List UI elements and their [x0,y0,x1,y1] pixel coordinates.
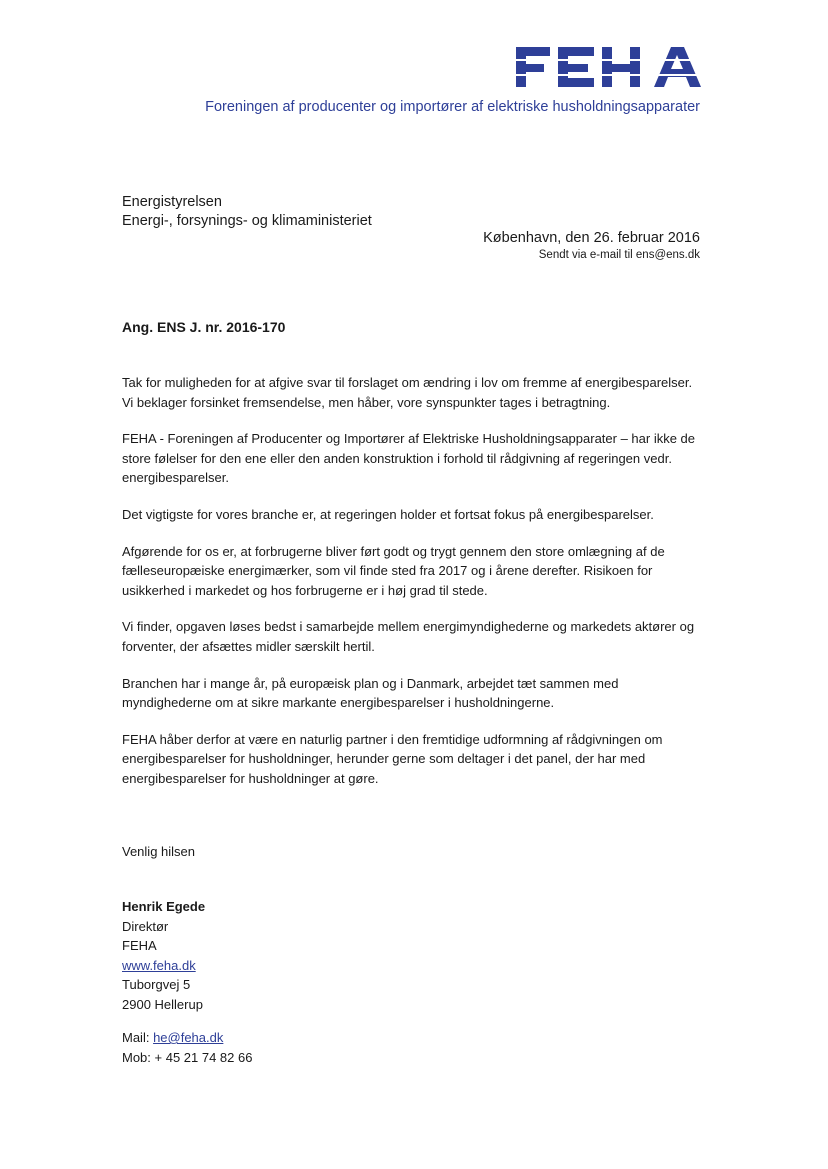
place-date: København, den 26. februar 2016 [483,230,700,246]
contact-block [122,1028,252,1067]
paragraph: Det vigtigste for vores branche er, at regeringen holder et fortsat fokus på energibesparelser. [122,506,654,522]
recipient-line2: Energi-, forsynings- og klimaministeriet [122,213,372,229]
reference-line: Ang. ENS J. nr. 2016-170 [122,319,286,335]
paragraph: Afgørende for os er, at forbrugerne bliver ført godt og trygt gennem den store omlægning af de fælleseuropæiske energimærker, som vil finde sted fra 2017 og i årene derefter. Risikoen for usikkerhed i markedet og hos forbrugerne er i høj grad til stede. [122,543,665,598]
email-link[interactable]: he@feha.dk [153,1030,224,1045]
paragraph: Tak for muligheden for at afgive svar til forslaget om ændring i lov om fremme af energibesparelser. Vi beklager forsinket fremsendelse, men håber, vore synspunkter tages i betragtning. [122,375,693,410]
street-address: Tuborgvej 5 [122,977,191,993]
paragraph: Vi finder, opgaven løses bedst i samarbejde mellem energimyndighederne og markedets aktører og forventer, der afsættes midler særskilt hertil. [122,619,695,654]
city-address: 2900 Hellerup [122,996,203,1012]
org-name: Foreningen af producenter og importører af elektriske husholdningsapparater [205,99,700,115]
website-link[interactable]: www.feha.dk [122,957,196,973]
mail-line [122,1028,252,1048]
mobile-line: Mob: + 45 21 74 82 66 [122,1049,253,1065]
recipient-block [122,193,372,231]
signature-block [122,897,205,1015]
dateline [483,229,700,262]
feha-logo [516,47,701,87]
signer-name: Henrik Egede [122,899,206,914]
feha-logo-mark [516,47,701,87]
closing: Venlig hilsen [122,844,195,859]
paragraph: FEHA håber derfor at være en naturlig partner i den fremtidige udformning af rådgivningen om energibesparelser for husholdninger, herunder gerne som deltager i det panel, der har med energibesparelser for husholdninger at gøre. [122,731,663,786]
mail-label: Mail: [122,1030,154,1045]
sent-via: Sendt via e-mail til ens@ens.dk [538,249,700,261]
signer-title: Direktør [122,918,169,934]
paragraph: Branchen har i mange år, på europæisk plan og i Danmark, arbejdet tæt sammen med myndighederne om at sikre markante energibesparelser i husholdningerne. [122,675,619,711]
signer-org: FEHA [122,938,157,954]
letter-body [122,373,702,806]
recipient-line1: Energistyrelsen [122,194,222,210]
paragraph: FEHA - Foreningen af Producenter og Importører af Elektriske Husholdningsapparater – har ikke de store følelser for den ene eller den anden konstruktion i forhold til rådgivning af regeringen vedr. energibesparelser. [122,431,696,486]
